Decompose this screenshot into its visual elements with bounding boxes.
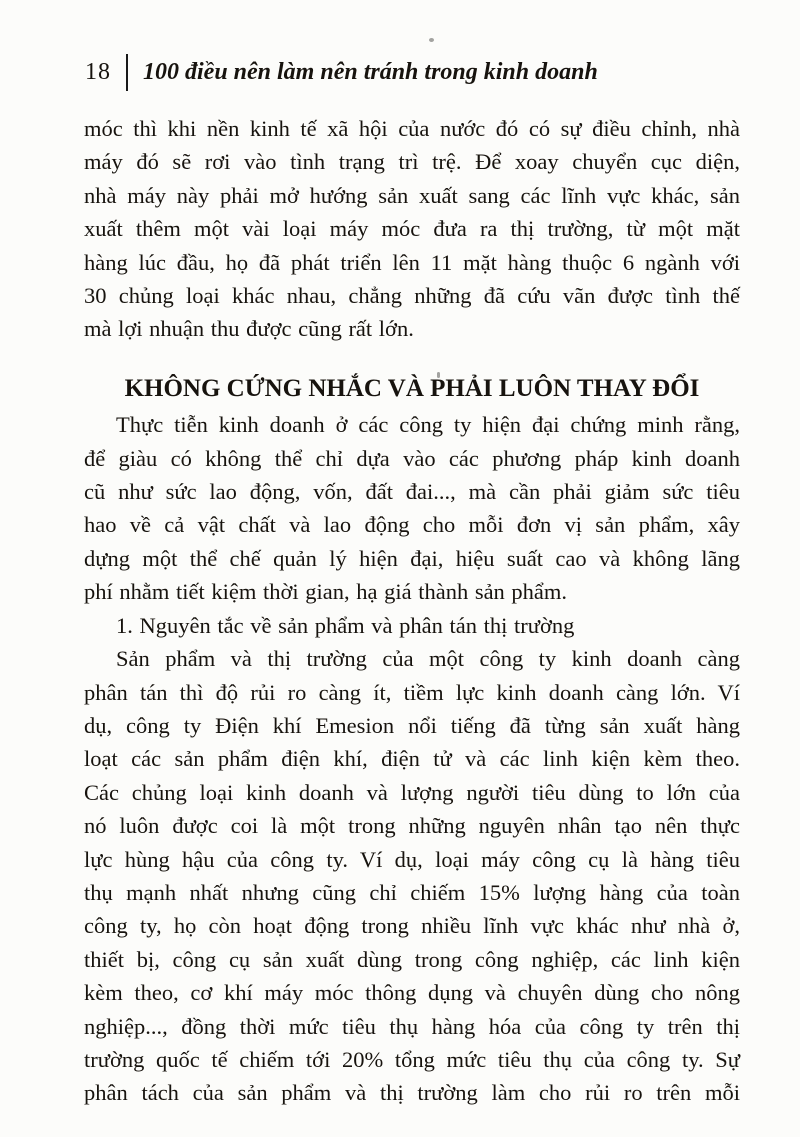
text-line: Thực tiễn kinh doanh ở các công ty hiện đại chứng minh rằng, (116, 412, 740, 438)
text-line: mà lợi nhuận thu được cũng rất lớn. (84, 316, 414, 342)
text-line: Các chủng loại kinh doanh và lượng người tiêu dùng to lớn của (84, 779, 740, 805)
text-line: dựng một thể chế quản lý hiện đại, hiệu suất cao và không lãng (84, 545, 740, 571)
text-line: trường quốc tế chiếm tới 20% tổng mức tiêu thụ của công ty. Sự (84, 1046, 740, 1072)
text-line: Sản phẩm và thị trường của một công ty kinh doanh càng (116, 646, 740, 672)
text-line: nghiệp..., đồng thời mức tiêu thụ hàng hóa của công ty trên thị (84, 1013, 740, 1039)
text-line: móc thì khi nền kinh tế xã hội của nước đó có sự điều chỉnh, nhà (84, 116, 740, 141)
text-line: phân tán thì độ rủi ro càng ít, tiềm lực kinh doanh càng lớn. Ví (84, 679, 740, 705)
text-line: phí nhằm tiết kiệm thời gian, hạ giá thành sản phẩm. (84, 579, 568, 605)
scan-artifact-dot (429, 38, 434, 42)
text-line: cũ như sức lao động, vốn, đất đai..., mà cần phải giảm sức tiêu (84, 479, 740, 505)
text-line: loạt các sản phẩm điện khí, điện tử và các linh kiện kèm theo. (84, 746, 740, 772)
text-line: nó luôn được coi là một trong những nguyên nhân tạo nên thực (84, 813, 740, 839)
text-line: 30 chủng loại khác nhau, chẳng những đã cứu vãn được tình thế (84, 283, 740, 309)
subsection-heading: 1. Nguyên tắc về sản phẩm và phân tán thị trường (116, 612, 575, 638)
text-line: dụ, công ty Điện khí Emesion nổi tiếng đã từng sản xuất hàng (84, 712, 740, 738)
text-line: để giàu có không thể chỉ dựa vào các phương pháp kinh doanh (84, 445, 740, 471)
text-line: máy đó sẽ rơi vào tình trạng trì trệ. Để xoay chuyển cục diện, (84, 149, 740, 175)
section-heading: KHÔNG CỨNG NHẮC VÀ PHẢI LUÔN THAY ĐỔI (124, 374, 700, 402)
text-line: kèm theo, cơ khí máy móc thông dụng và chuyên dùng cho nông (84, 980, 740, 1006)
text-line: nhà máy này phải mở hướng sản xuất sang các lĩnh vực khác, sản (84, 182, 740, 208)
text-line: công ty, họ còn hoạt động trong nhiều lĩnh vực khác như nhà ở, (84, 913, 740, 939)
text-line: hàng lúc đầu, họ đã phát triển lên 11 mặt hàng thuộc 6 ngành với (84, 249, 740, 275)
text-line: thiết bị, công cụ sản xuất dùng trong công nghiệp, các linh kiện (84, 946, 740, 972)
page-header (85, 54, 598, 91)
book-title: 100 điều nên làm nên tránh trong kinh doanh (143, 59, 598, 85)
page-number: 18 (85, 59, 111, 85)
text-block (84, 112, 740, 1110)
header-divider (126, 54, 128, 91)
text-line: thụ mạnh nhất nhưng cũng chỉ chiếm 15% lượng hàng của toàn (84, 879, 740, 905)
text-line: lực hùng hậu của công ty. Ví dụ, loại máy công cụ là hàng tiêu (84, 846, 740, 872)
text-line: phân tách của sản phẩm và thị trường làm cho rủi ro trên mỗi (84, 1080, 740, 1106)
text-line: hao về cả vật chất và lao động cho mỗi đơn vị sản phẩm, xây (84, 512, 740, 538)
text-line: xuất thêm một vài loại máy móc đưa ra thị trường, từ một mặt (84, 216, 740, 242)
